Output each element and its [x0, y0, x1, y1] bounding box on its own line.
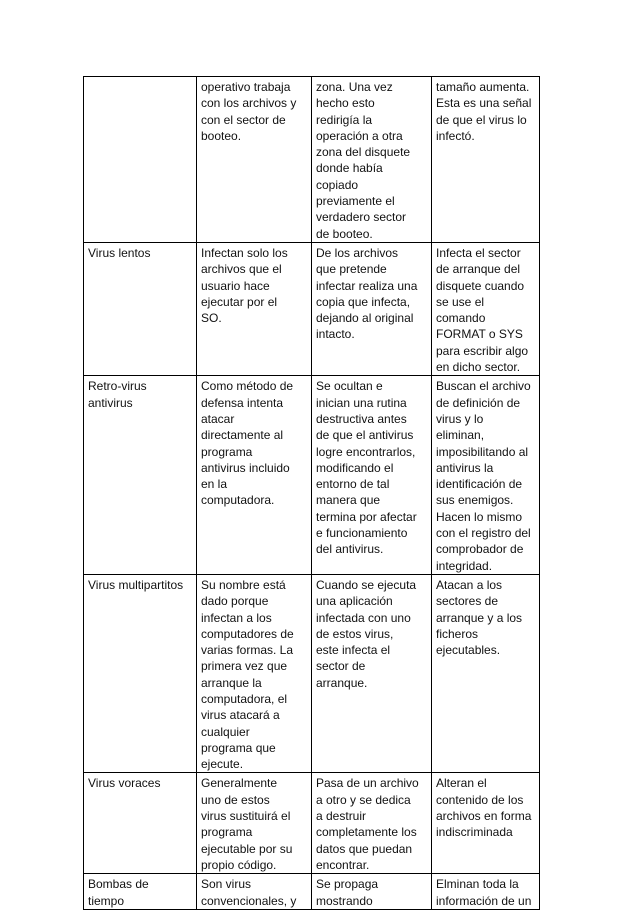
effect-cell: Alteran el contenido de los archivos en forma indiscriminada [432, 773, 540, 874]
behavior-cell: Pasa de un archivo a otro y se dedica a destruir completamente los datos que puedan encontrar. [312, 773, 432, 874]
effect-cell: Elminan toda la información de un [432, 874, 540, 910]
description-cell: operativo trabaja con los archivos y con el sector de booteo. [197, 77, 312, 243]
effect-cell: Buscan el archivo de definición de virus y lo eliminan, imposibilitando al antivirus la identificación de sus enemigos. Hacen lo mismo con el registro del comprobador de integridad. [432, 376, 540, 575]
table-row [84, 376, 540, 575]
description-cell: Su nombre está dado porque infectan a los computadores de varias formas. La primera vez que arranque la computadora, el virus atacará a cualquier programa que ejecute. [197, 574, 312, 773]
description-cell: Son virus convencionales, y [197, 874, 312, 910]
virus-name-cell: Retro-virus antivirus [84, 376, 197, 575]
virus-name-cell: Bombas de tiempo [84, 874, 197, 910]
table-row [84, 874, 540, 910]
effect-cell: tamaño aumenta. Esta es una señal de que el virus lo infectó. [432, 77, 540, 243]
behavior-cell: Cuando se ejecuta una aplicación infectada con uno de estos virus, este infecta el sector de arranque. [312, 574, 432, 773]
behavior-cell: zona. Una vez hecho esto redirigía la operación a otra zona del disquete donde había copiado previamente el verdadero sector de booteo. [312, 77, 432, 243]
virus-name-cell [84, 77, 197, 243]
behavior-cell: Se propaga mostrando [312, 874, 432, 910]
description-cell: Generalmente uno de estos virus sustituirá el programa ejecutable por su propio código. [197, 773, 312, 874]
effect-cell: Atacan a los sectores de arranque y a los ficheros ejecutables. [432, 574, 540, 773]
behavior-cell: De los archivos que pretende infectar realiza una copia que infecta, dejando al original intacto. [312, 242, 432, 375]
effect-cell: Infecta el sector de arranque del disquete cuando se use el comando FORMAT o SYS para escribir algo en dicho sector. [432, 242, 540, 375]
virus-types-table [83, 76, 540, 910]
table-row [84, 77, 540, 243]
description-cell: Infectan solo los archivos que el usuario hace ejecutar por el SO. [197, 242, 312, 375]
virus-name-cell: Virus multipartitos [84, 574, 197, 773]
virus-name-cell: Virus lentos [84, 242, 197, 375]
virus-name-cell: Virus voraces [84, 773, 197, 874]
table-row [84, 242, 540, 375]
description-cell: Como método de defensa intenta atacar directamente al programa antivirus incluido en la computadora. [197, 376, 312, 575]
behavior-cell: Se ocultan e inician una rutina destructiva antes de que el antivirus logre encontrarlos, modificando el entorno de tal manera que termina por afectar e funcionamiento del antivirus. [312, 376, 432, 575]
table-row [84, 773, 540, 874]
table-row [84, 574, 540, 773]
